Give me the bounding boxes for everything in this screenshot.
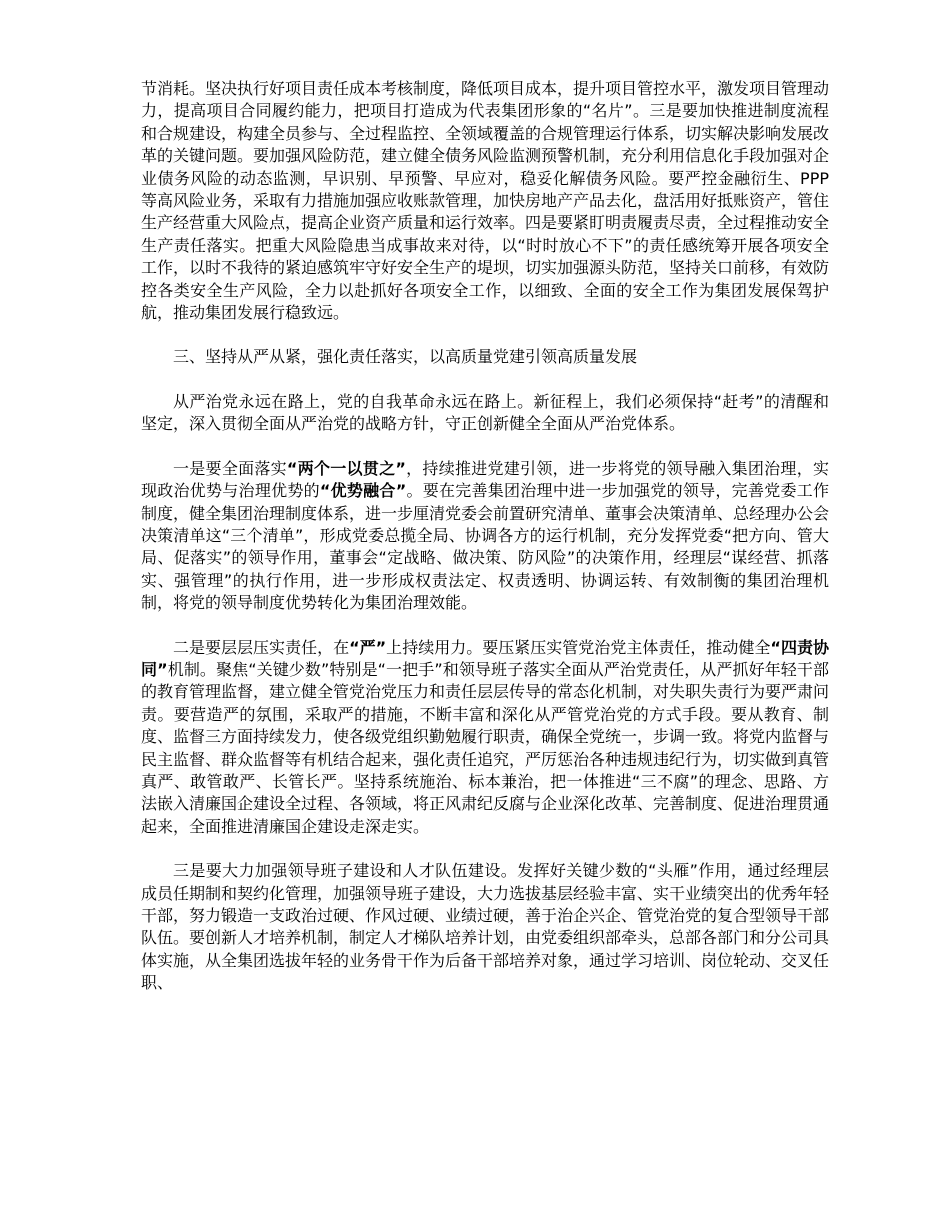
section-heading-3: 三、坚持从严从紧，强化责任落实，以高质量党建引领高质量发展 (173, 347, 638, 367)
paragraph-1: 从严治党永远在路上，党的自我革命永远在路上。新征程上，我们必须保持“赶考”的清醒和坚定，深入贯彻全面从严治党的战略方针，守正创新健全全面从严治党体系。 (141, 391, 829, 434)
paragraph-0: 节消耗。坚决执行好项目责任成本考核制度，降低项目成本，提升项目管控水平，激发项目管理动力，提高项目合同履约能力，把项目打造成为代表集团形象的“名片”。三是要加快推进制度流程和合规建设，构建全员参与、全过程监控、全领域覆盖的合规管理运行体系，切实解决影响发展改革的关键问题。要加强风险防范，建立健全债务风险监测预警机制，充分利用信息化手段加强对企业债务风险的动态监测，早识别、早预警、早应对，稳妥化解债务风险。要严控金融衍生、PPP 等高风险业务，采取有力措施加强应收账款管理，加快房地产产品去化，盘活用好抵账资产，管住生产经营重大风险点，提高企业资产质量和运行效率。四是要紧盯明责履责尽责，全过程推动安全生产责任落实。把重大风险隐患当成事故来对待，以“时时放心不下”的责任感统筹开展各项安全工作，以时不我待的紧迫感筑牢守好安全生产的堤坝，切实加强源头防范，坚持关口前移，有效防控各类安全生产风险，全力以赴抓好各项安全工作，以细致、全面的安全工作为集团发展保驾护航，推动集团发展行稳致远。 (141, 79, 830, 323)
paragraph-2-emphasis-1: “两个一以贯之” (286, 458, 406, 478)
paragraph-3-emphasis-1: “严” (349, 637, 387, 657)
paragraph-3-text-a: 二是要层层压实责任，在 (173, 637, 350, 657)
paragraph-3-emphasis-2: “四责协同” (141, 637, 829, 679)
paragraph-3-text-e: 机制。聚焦“关键少数”特别是“一把手”和领导班子落实全面从严治党责任，从严抓好年轻干部的教育管理监督，建立健全管党治党压力和责任层层传导的常态化机制，对失职失责行为要严肃问责。要营造严的氛围，采取严的措施，不断丰富和深化从严管党治党的方式手段。要从教育、制度、监督三方面持续发力，使各级党组织勤勉履行职责，确保全党统一，步调一致。将党内监督与民主监督、群众监督等有机结合起来，强化责任追究，严厉惩治各种违规违纪行为，切实做到真管真严、敢管敢严、长管长严。坚持系统施治、标本兼治，把一体推进“三不腐”的理念、思路、方法嵌入清廉国企建设全过程、各领域，将正风肃纪反腐与企业深化改革、完善制度、促进治理贯通起来，全面推进清廉国企建设走深走实。 (141, 659, 830, 836)
paragraph-2-text-e: 。要在完善集团治理中进一步加强党的领导，完善党委工作制度，健全集团治理制度体系，进一步厘清党委会前置研究清单、董事会决策清单、总经理办公会决策清单这“三个清单”，形成党委总揽全局、协调各方的运行机制，充分发挥党委“把方向、管大局、促落实”的领导作用，董事会“定战略、做决策、防风险”的决策作用，经理层“谋经营、抓落实、强管理”的执行作用，进一步形成权责法定、权责透明、协调运转、有效制衡的集团治理机制，将党的领导制度优势转化为集团治理效能。 (141, 481, 830, 613)
paragraph-2-emphasis-2: “优势融合” (319, 481, 407, 501)
paragraph-3-text-c: 上持续用力。要压紧压实管党治党主体责任，推动健全 (386, 637, 771, 657)
paragraph-2 (141, 458, 829, 615)
paragraph-4: 三是要大力加强领导班子建设和人才队伍建设。发挥好关键少数的“头雁”作用，通过经理层成员任期制和契约化管理，加强领导班子建设，大力选拔基层经验丰富、实干业绩突出的优秀年轻干部，努力锻造一支政治过硬、作风过硬、业绩过硬，善于治企兴企、管党治党的复合型领导干部队伍。要创新人才培养机制，制定人才梯队培养计划，由党委组织部牵头，总部各部门和分公司具体实施，从全集团选拔年轻的业务骨干作为后备干部培养对象，通过学习培训、岗位轮动、交叉任职、 (141, 861, 830, 993)
document-page (141, 78, 829, 995)
paragraph-2-text-a: 一是要全面落实 (173, 458, 287, 478)
paragraph-2-text-c: ，持续推进党建引领，进一步将党的领导融入集团治理，实现政治优势与治理优势的 (141, 458, 829, 501)
paragraph-3 (141, 637, 829, 839)
